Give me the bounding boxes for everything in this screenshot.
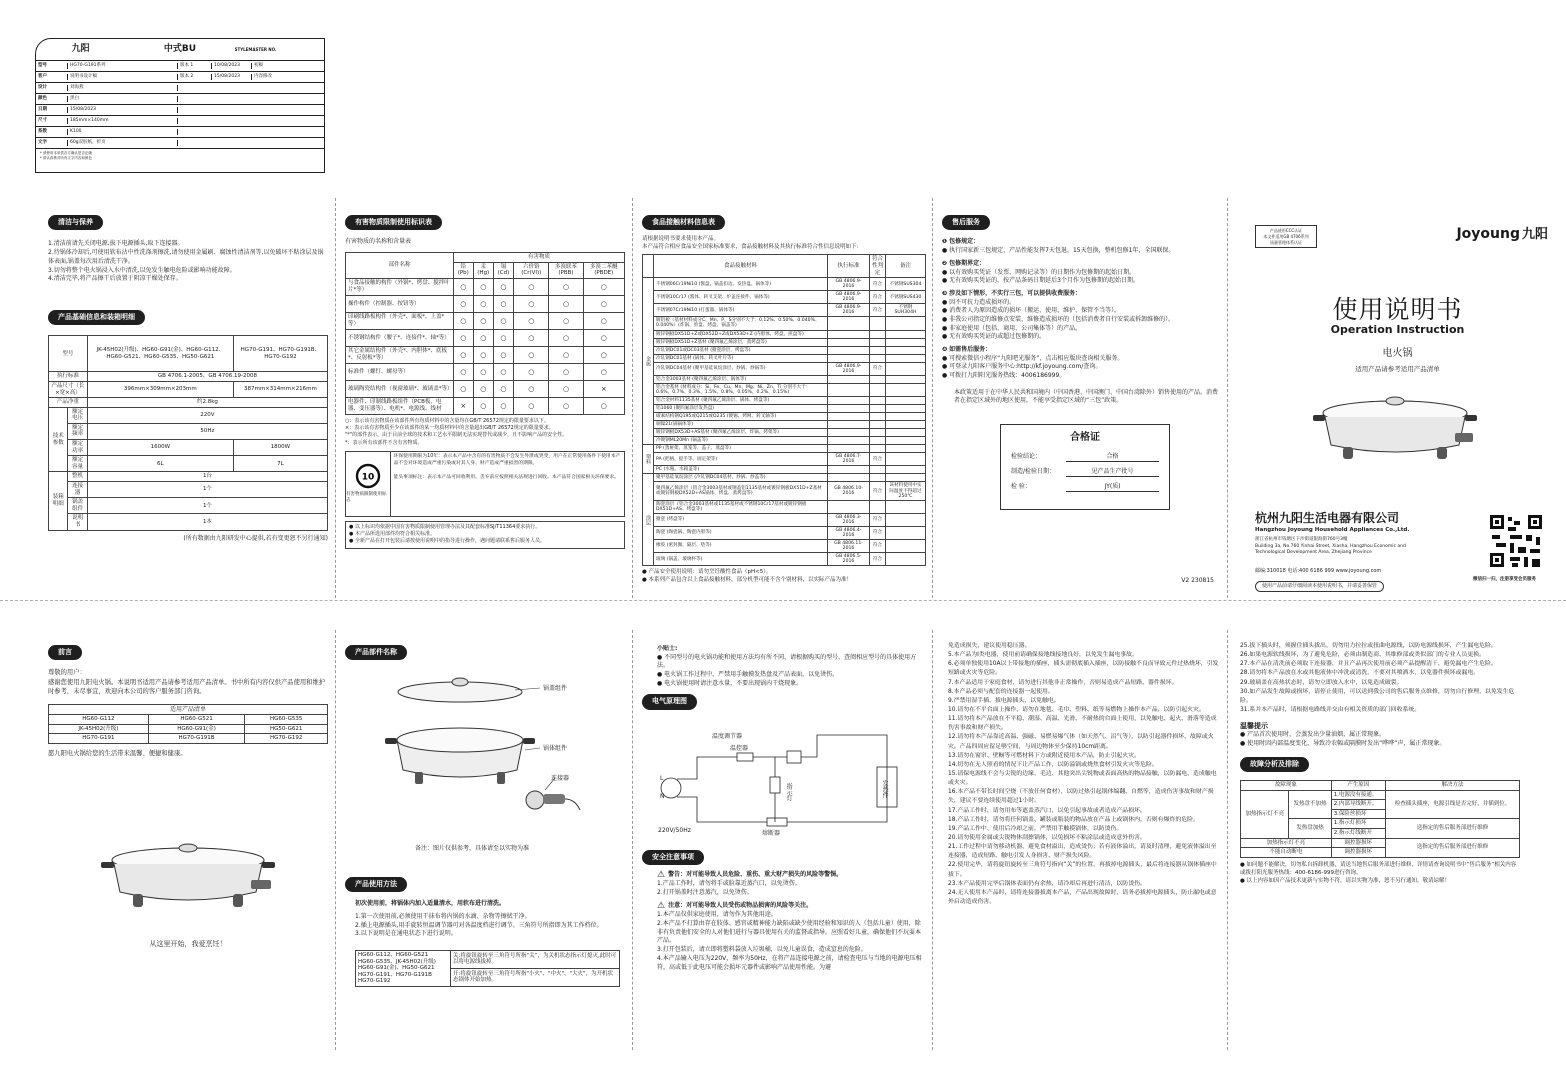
table-row: 冷轧钢DC01或DC03基材 (搪瓷涂层，烤盘等) <box>643 346 926 354</box>
knob-table: HG60-G112、HG60-G521 HG60-G535、JK-45H02(升级) HG60-G91(金)、HG50-G621 HG70-G191、HG70-G191B HG70-G192 关:将旋钮旋转至三角符号所指“关”，为关机状态指示灯熄灭,此时可以将电源线拔掉。 开:将旋钮旋转至三角符号所指"小火"、"中火"、"大火"，为开机状态锅体开始加热。 <box>355 950 620 987</box>
spec-cell: 15/08/2023 <box>68 107 178 113</box>
table-row: PC (水瓶、水箱盖等) <box>643 466 926 474</box>
table-row: 陶瓷涂层（铝合金3003基材或1135基材或不锈钢10Cr17基材或镀锌钢板DX51D+AS、烤盘等) <box>643 500 926 513</box>
cert-box: 产品使用CCC认证 本文件适用GB 4706系列 质量管理体系认证 <box>1255 225 1317 248</box>
spec-style-no: STYLEMASTER NO. <box>234 46 277 52</box>
label-connector: 连接器 <box>551 775 570 782</box>
table-row: 铝合金基材 (材料成分：Si、Fe、Cu、Mn、Mg、Ni、Zn、Ti 分别不大于：0.6%、0.7%、0.3%、1.5%、0.8%、0.05%、0.2%、0.15%) <box>643 383 926 396</box>
data-note: (所有数据由九阳研发中心提供,若有变更恕不另行通知) <box>183 534 328 542</box>
panel-hazard <box>345 215 625 595</box>
company-contact: 邮编:310018 电话:400 6186 999 www.joyoung.com <box>1255 568 1382 574</box>
parts-note: 备注：图片仅供参考，具体请至以实物为准 <box>415 845 530 852</box>
preface-slogan: 愿九阳电火锅给您的生活带来温馨、便捷和健康。 <box>48 749 187 757</box>
service-text: ● 执行国家新三包规定，产品性能发挥7天包退，15天包换，整机包修1年，全国联保。 <box>942 247 1175 255</box>
spec-cell: 黑白 <box>68 96 178 102</box>
spec-cell: 尺寸 <box>36 118 68 124</box>
label-lid: 锅盖组件 <box>543 685 568 692</box>
service-heading: ❹ 如需售后服务： <box>942 346 992 353</box>
hazard-col-header: 铅(Pb) <box>454 262 474 278</box>
hazard-col-header: 多溴二苯醚(PBDE) <box>583 262 625 278</box>
spec-cell: 型号 <box>36 63 68 69</box>
table-row: 操作构件（控制器、按钮等） ○ ○ ○ ○ ○ ○ <box>346 295 625 312</box>
preface-text: 尊敬的用户： 感谢您使用九阳电火锅。本说明书适用产品请参考适用产品清单。书中所有内容仅供产品使用和维护时参考，未尽事宜，欢迎向本公司的客户服务部门咨询。 <box>48 669 326 695</box>
caution-heading: 注意：对可能导致人员受伤或物品损害的风险等关注。 <box>668 902 813 910</box>
spec-cell: 初稿 <box>254 62 263 68</box>
circuit-temp-label: 温度调节器 <box>712 733 743 740</box>
warm-tip-title: 温馨提示 <box>1240 722 1268 731</box>
circuit-element-label: 发热件 <box>881 780 889 798</box>
service-text: ● 以有效购买凭证（发票、网购记录等）的日期作为包修期的起始日期。 ● 无有效购买凭证的，按产品条码日期延后3个月作为包修期的起始日期。 <box>942 268 1139 285</box>
spec-cell: 日期 <box>36 107 68 113</box>
table-row: 镀锌钢板DX53D+AS基材 (聚四氟乙烯涂层、炸锅、烤架等) <box>643 429 926 437</box>
food-table: 食品接触材料 执行标准 符合性判定 备注 金属 不锈钢06Cr19Ni10 (酱盘、锅盖扣边、发热盘、锅体等) GB 4806.9-2016 符合 不锈钢SUS304 不锈钢10Cr17 (酱体、转叉支架、炉盖连接件、锅体等) GB 4806.9-2016 符合 不锈钢SUS430 不锈钢07Cr19Ni10 (打蛋器、锅体等) GB 4806.9-2016 符合 不锈钢SUH304H 镀铝板（基材材料成分C、Mn、P、S分别不大于：0.12%、0.50%、0.040%、0.040%）(炸锅、煎盘、烤盘、锅盖等) 镀锌钢板DX51D+Z或DX52D+Z或DX53D+Z (内胆体、烤盘、煎盘等) 镀锌钢板DX51D+Z基材 (聚四氟乙烯涂层，蒸烤盘等) 冷轧钢DC01或DC03基材 (搪瓷涂层，烤盘等) 冷轧钢DC01基材 (锅体、转叉叶片等) 冷轧钢DC04基材 (聚甲基硅氧烷涂层、炒锅、炒锅等) GB 4806.9-2016 符合 铝合金3003基材 (聚四氟乙烯涂层、锅体等) 铝合金基材 (材料成分：Si、Fe、Cu、Mn、Mg、Ni、Zn、Ti 分别不大于：0.6%、0.7%、0.3%、1.5%、0.8%、0.05%、0.2%、0.15%) 铝合金材料1135基材 (聚四氟乙烯涂层、锅体、烤盘等) 铝1060 (聚四氟涂层发热盘) 碳素结构钢Q195或Q215或Q235 (镀锡、烤网、转叉轴等) 铜镍21(锅锅体等) 镀锌钢板DX53D+AS基材 (聚四氟乙烯涂层、炸锅、烤架等) 冷镀钢ML20Mn (锅盖等) 塑料 PP (蒸屉架、蒸笼等、盖子、蒸盘等) PA (把柄、提手等、固定架等) GB 4806.7-2016 符合 PC (水瓶、水箱盖等) 涂层 聚甲基硅氧烷涂层 (冷轧钢DC04基材、炒锅、炒盖等) 聚四氟乙烯涂层（铝合金3003基材或钢盖铝1135基材或镀锌钢板DX51D+Z基材或镀锌钢板DX52D+AS锅体、烤盘、蒸烤盘等) GB 4806.10-2016 符合 该材料使用中实际温度不得超过250℃ 陶瓷涂层（铝合金3003基材或1135基材或不锈钢10Cr17基材或镀锌钢板DX51D+AS、烤盘等) 搪瓷 (烤盘等) GB 4806.3-2016 符合 陶瓷 (陶瓷锅、陶瓷内胆等) GB 4806.4-2016 符合 橡胶 (密封圈、隔层、垫等) GB 4806.11-2016 符合 玻璃 (锅盖、玻璃杯等) GB 4806.5-2016 符合 <box>642 254 926 566</box>
circuit-fuse2-label: 熔断器 <box>762 830 781 837</box>
service-heading: ❶ 包修规定： <box>942 238 980 246</box>
spec-cell: 设计 <box>36 85 68 91</box>
section-title: 故障分析及排除 <box>1240 757 1309 772</box>
spec-bu: 中式BU <box>163 44 197 55</box>
service-heading: ❷ 包修期界定： <box>942 259 986 267</box>
env-text: 环保使用期限为10年：表示本产品中含有的有害物质不会发生外泄或突变，用户在正常使用条件下使用本产品不会对环境造成严重污染或对其人身、财产造成严重损害的期限。 能头事项标注：表示本产品可回收利用。丢弃前应按照相关法规进行回收。本产品符合国家相关环保要求。 <box>393 453 621 480</box>
spec-cell: 内容修改 <box>254 73 272 79</box>
hazard-bullets: ● 以上标识均依据中国有害物质限制使用管理办法及其配套标准SJ/T11364要求执行。 ● 本产品所选用部件均符合相关标准。 ● 全新产品在打开包装后请按使用说明中的指导进行操作，遇问题请联系售后服务人员。 <box>345 521 625 549</box>
spec-row <box>36 72 324 83</box>
spec-cell: HG70-G191系列 <box>68 63 178 69</box>
manual-title-cn: 使用说明书 <box>1332 295 1463 324</box>
spec-cell: 颜色 <box>36 96 68 102</box>
svg-text:10: 10 <box>361 472 375 483</box>
hazard-col-header: 多溴联苯(PBB) <box>549 262 583 278</box>
section-title: 产品使用方法 <box>345 877 407 892</box>
table-row: 标准件（螺钉、螺母等） ○ ○ ○ ○ ○ ○ <box>346 363 625 380</box>
table-row: 铝合金材料1135基材 (聚四氟乙烯涂层、锅体、烤盘等) <box>643 396 926 404</box>
table-row: 不锈钢结构件（腰子*、连接件*、轴*等） ○ ○ ○ ○ ○ ○ <box>346 329 625 346</box>
service-text: ● 因不可抗力造成损坏的。 ● 消费者人为原因造成的损坏（搬运、使用、维护、保管不当等）。 ● 非我公司指定的维修点安装、维修造成损坏的（包括消费者自行安装或拆卸维修的）。 ● 非家庭使用（包括、商用、公司集体等）的产品。 ● 无有效购买凭证的或超过包修期的。 <box>942 298 1175 341</box>
table-row: 塑料 PP (蒸屉架、蒸笼等、盖子、蒸盘等) <box>643 445 926 453</box>
company-name-cn: 杭州九阳生活电器有限公司 <box>1255 511 1400 525</box>
usage-steps: 1.第一次使用前,必须使用干抹布将内锅的水滴、杂物等擦拭干净。 2.插上电源插头,用手旋转恒温调节器可对各温度档进行调节。三角符号所指即为其工作档位。 3.以下说明是在通电状态下进行说明。 <box>355 913 603 938</box>
hotpot-illustration <box>93 830 283 920</box>
applies-text: 适用产品请参考适用产品清单 <box>1355 365 1440 373</box>
section-title: 食品接触材料信息表 <box>642 215 725 230</box>
table-row: PA (把柄、提手等、固定架等) GB 4806.7-2016 符合 <box>643 453 926 466</box>
table-row: 铝合金3003基材 (聚四氟乙烯涂层、锅体等) <box>643 375 926 383</box>
panel-tips <box>642 645 926 1050</box>
table-row: 金属 不锈钢06Cr19Ni10 (酱盘、锅盖扣边、发热盘、锅体等) GB 4806.9-2016 符合 不锈钢SUS304 <box>643 278 926 291</box>
spec-cell: K100 <box>68 129 178 135</box>
troubleshoot-foot: ● 如问题不能解决，切勿私自拆卸机器，请送当地售后服务部进行维修，详情请查询说明书中“售后服务”相关内容或拨打阳光服务热线：400-6186-999进行咨询。 ● 以上内容如因产品技术更新与实物不符，请以实物为准，恕不另行通知，敬请谅解！ <box>1240 861 1517 884</box>
section-title: 安全注意事项 <box>642 850 704 865</box>
circuit-l-label: L <box>660 775 664 782</box>
version-label: V2 230815 <box>1181 577 1214 584</box>
hazard-legend: ○：表示该有害物质在该部件所有均质材料中的含量均在GB/T 26572规定的限量要求以下。 ×：表示该有害物质至少在该部件的某一均质材料中的含量超出GB/T 26572规定的限量要求。 "*"的部件表示，由于目前全球的技术和工艺水平限制无法实现替代或减少，且不影响产品的安全性。 *：表示所有该部件不含有害物质。 <box>345 417 568 446</box>
table-row: 玻璃陶瓷结构件（视窗玻璃*、玻璃盖*等） ○ ○ ○ ○ ○ × <box>346 380 625 397</box>
tips-text: ● 不同型号的电火锅功能和使用方法均有所不同，请根据购买的型号，查阅相应型号的具体使用方法。 ● 电火锅工作过程中，严禁用手触摸发热盘及产品表面，以免烫伤。 ● 电火锅使用时请注意水量，不要出现锅内干烧现象。 <box>657 653 917 687</box>
table-row: 陶瓷 (陶瓷锅、陶瓷内胆等) GB 4806.4-2016 符合 <box>643 526 926 539</box>
caution-text: 1.本产品仅供家庭使用，请勿作为其他用途。 2.本产品不打算由存在肢体、感官或精神能力缺陷或缺少使用经验和知识的人（包括儿童）使用，除非有负责他们安全的人对他们进行与器具使用有关的监督或指导。应照看好儿童，确保他们不玩耍本产品。 3.打开包装后，请立即将塑料袋放入垃圾桶，以免儿童误食，造成窒息的危险。 4.本产品输入电压为220V，频率为50Hz，在将产品连接电源之前，请检查电压与当地的电源电压相符，高或低于此电压可能会损坏元器件或影响产品使用性能。为避 <box>657 911 922 971</box>
panel-cover <box>1235 215 1560 600</box>
section-title: 电气原理图 <box>642 694 697 709</box>
brand-logo-cn: 九阳 <box>1521 227 1548 242</box>
panel-after-sales <box>942 215 1222 595</box>
table-row: 镀锌钢板DX51D+Z或DX52D+Z或DX53D+Z (内胆体、烤盘、煎盘等) <box>643 330 926 338</box>
warning-text: 1.产品工作时，请勿将手或脸靠近蒸汽口，以免烫伤。 2.打开锅盖时注意蒸汽，以免烫伤。 <box>657 880 801 896</box>
service-policy: 本政策适用于在中华人民共和国境内（中国香港、中国澳门、中国台湾除外）销售使用的产品。消费者在指定区域外的地区使用，不能享受指定区域的“三包”政策。 <box>954 388 1219 405</box>
table-row: 聚四氟乙烯涂层（铝合金3003基材或钢盖铝1135基材或镀锌钢板DX51D+Z基材或镀锌钢板DX52D+AS锅体、烤盘、蒸烤盘等) GB 4806.10-2016 符合 该材料使用中实际温度不得超过250℃ <box>643 482 926 500</box>
table-row: 冷轧钢DC04基材 (聚甲基硅氧烷涂层、炒锅、炒锅等) GB 4806.9-2016 符合 <box>643 362 926 375</box>
env-10-icon <box>355 463 381 489</box>
brand-logo-en: Joyoung <box>1456 226 1520 242</box>
spec-cell: 60g双胶纸，折页 <box>68 140 178 146</box>
safety-text-end: 25.拔下插头时，须握住插头拔出，切勿用力拉拉或扭曲电源线，以防电源线损坏，产生漏电危险。 26.如果电源软线损坏，为了避免危险，必须由制造商、其维修部或类似部门的专业人员更换。 27.本产品在清洗前必须取下连接器，并且产品再次使用前必须产品提醒清干，避免漏电产生危险。 28.请勿将本产品放在水或其他液体中冲洗或清洗，不要对其喷洒水，以免器件损坏或漏电。 29.玻璃盖在高热状态时，请勿立即放入水中，以免造成破裂。 30.如产品发生故障或损坏，请停止使用，可以送到我公司的售后服务点维修，切勿自行修理，以免发生危险。 31.系并本产品时，请根据电路线并交由有相关资质的部门回收系统。 <box>1240 643 1515 713</box>
hazard-subtitle: 有害物质的名称和含量表 <box>345 238 412 246</box>
panel-preface <box>48 645 328 1050</box>
panel-food-contact <box>642 215 926 595</box>
circuit-led-label: 指示灯 <box>785 783 793 801</box>
spec-cell: 客户 <box>36 74 68 80</box>
preface-caption: 从这里开始，我爱烹饪！ <box>149 940 227 948</box>
qr-code-icon <box>1488 513 1544 569</box>
table-row: 与食品接触的构件（外锅*、烤盘、搅拌叶片*等） ○ ○ ○ ○ ○ ○ <box>346 278 625 295</box>
table-row: 电器件、印制线路板组件（PCB板、电器、变压器等）、电机*、电源线、线材 × ○ ○ ○ ○ ○ <box>346 397 625 414</box>
circuit-volt-label: 220V/50Hz <box>658 827 691 834</box>
spec-cell: 版本 1 <box>178 63 212 69</box>
spec-brand: 九阳 <box>71 44 90 55</box>
table-row: 涂层 聚甲基硅氧烷涂层 (冷轧钢DC04基材、炒锅、炒盖等) <box>643 474 926 482</box>
spec-sheet <box>35 38 325 173</box>
table-row: 铜镍21(锅锅体等) <box>643 421 926 429</box>
spec-row <box>36 138 324 149</box>
table-row: 镀锌钢板DX51D+Z基材 (聚四氟乙烯涂层，蒸烤盘等) <box>643 338 926 346</box>
product-name: 电火锅 <box>1382 348 1413 359</box>
panel-cleaning <box>48 215 328 595</box>
panel-safety <box>948 642 1222 1052</box>
usage-first: 初次使用前，将锅体内加入适量清水，用软布进行清洗。 <box>355 900 506 907</box>
model-list-table: 适用产品清单 HG60-G112 HG60-G521 HG60-G535 JK-45H02(升级) HG60-G91(金) HG50-G621 HG70-G191 HG70-G191B HG70-G192 <box>48 704 328 744</box>
spec-note: * 请认真核对所有文字内容和颜色 <box>40 155 92 160</box>
read-manual-bar: 使用产品前请仔细阅读本使用说明书，并请妥善保管 <box>1255 581 1384 592</box>
spec-row <box>36 83 324 94</box>
tips-title: 小贴士: <box>657 645 678 652</box>
spec-row <box>36 116 324 127</box>
warning-icon: ⚠ <box>657 870 666 880</box>
table-row: 碳素结构钢Q195或Q215或Q235 (镀锡、烤网、转叉轴等) <box>643 413 926 421</box>
spec-note: * 请使用本单供各方确认是否正确 <box>40 151 92 155</box>
section-title: 产品部件名称 <box>345 645 407 660</box>
spec-cell: 文字 <box>36 140 68 146</box>
spec-row <box>36 105 324 116</box>
table-row: 冷镀钢ML20Mn (锅盖等) <box>643 437 926 445</box>
circuit-fuse-label: 温控器 <box>730 745 749 752</box>
table-row: 印刷线路板构件（外壳*、面板*、上盖*等） ○ ○ ○ ○ ○ ○ <box>346 312 625 329</box>
spec-cell: 15/08/2023 <box>212 74 252 80</box>
caution-icon: ⚠ <box>657 901 666 912</box>
section-title: 有害物质限制使用标识表 <box>345 215 442 230</box>
table-row: 玻璃 (锅盖、玻璃杯等) GB 4806.5-2016 符合 <box>643 552 926 565</box>
table-row: 镀铝板（基材材料成分C、Mn、P、S分别不大于：0.12%、0.50%、0.040%、0.040%）(炸锅、煎盘、烤盘、锅盖等) <box>643 317 926 330</box>
label-pot: 锅体组件 <box>543 745 568 752</box>
table-row: 搪瓷 (烤盘等) GB 4806.3-2016 符合 <box>643 513 926 526</box>
warm-tip-text: ● 产品首次使用时，会蒸发出少量油烟，属正常现象。 ● 使用时因内部温度变化，导致冷农幅或隔膜时发出“哗哗”声，属正常现象。 <box>1240 731 1446 747</box>
panel-parts <box>345 645 625 1050</box>
hotpot-illustration <box>1305 385 1485 473</box>
basic-info-table: 型号 JK-45H02(升级)、HG60-G91(金)、HG60-G112、HG60-G521、HG60-G535、HG50-G621 HG70-G191、HG70-G191B、HG70-G192 执行标准 GB 4706.1-2005、GB 4706.19-2008 产品尺寸（长×宽×高） 396mm×309mm×203mm 387mm×314mm×216mm 产品净重 约2.8kg 技术参数 额定电压 220V 额定频率 50Hz 额定功率 1600W 1800W 额定容量 6L 7L 装箱明细 整机 1台 连接器 1个 锅盖组件 1个 说明书 1本 <box>48 335 328 530</box>
service-heading: ❸ 涉及如下情形，不实行三包，可以提供收费服务： <box>942 289 1082 297</box>
company-name-en: Hangzhou Joyoung Household Appliances Co.,Ltd. <box>1255 527 1410 533</box>
qr-caption: 微信扫一扫，注册享受会员服务 <box>1473 577 1536 582</box>
hazard-col-header: 镉(Cd) <box>493 262 513 278</box>
certificate-box: 合格证 检验结论： 合格 制造/检验日期： 见产品生产批号 检 验： JY(质) <box>1000 424 1170 510</box>
section-title: 前言 <box>48 645 82 660</box>
spec-cell: 版本 2 <box>178 74 212 80</box>
food-subtitle: 请根据说明书要求使用本产品。 本产品符合相应食品安全国家标准要求，食品接触材料及其执行标准符合性信息说明如下： <box>642 236 863 251</box>
spec-cell: 系数 <box>36 129 68 135</box>
section-title: 清洁与保养 <box>48 215 103 230</box>
hazard-table: 部件名称 有害物质 铅(Pb) 汞(Hg) 镉(Cd) 六价铬(Cr(VI)) 多溴联苯(PBB) 多溴二苯醚(PBDE) 与食品接触的构件（外锅*、烤盘、搅拌叶片*等） ○ ○ ○ ○ ○ ○ 操作构件（控制器、按钮等） ○ ○ ○ ○ ○ ○ 印刷线路板构件（外壳*、面板*、上盖*等） ○ ○ ○ ○ ○ ○ 不锈钢结构件（腰子*、连接件*、轴*等） ○ ○ ○ ○ ○ ○ 其它金属结构件（外壳*、内胆体*、底板*、反射板*等） ○ ○ ○ ○ ○ ○ 标准件（螺钉、螺母等） ○ ○ ○ ○ ○ ○ 玻璃陶瓷结构件（视窗玻璃*、玻璃盖*等） ○ ○ ○ ○ ○ × 电器件、印制线路板组件（PCB板、电器、变压器等）、电机*、电源线、线材 × ○ ○ ○ ○ ○ <box>345 252 625 415</box>
spec-row <box>36 94 324 105</box>
table-row: 其它金属结构件（外壳*、内胆体*、底板*、反射板*等） ○ ○ ○ ○ ○ ○ <box>346 346 625 363</box>
hazard-col-header: 汞(Hg) <box>473 262 493 278</box>
spec-row <box>36 127 324 138</box>
manual-title-en: Operation Instruction <box>1330 323 1465 336</box>
section-title: 产品基础信息和装箱明细 <box>48 310 145 325</box>
service-text: ● 可搜索微信小程序“九阳吧光服务”，点击相应版块查询相关服务。 ● 可登录九阳客户服务中心:http://kf.joyoung.com/查询。 ● 可拨打九阳阳光服务热线：4006186999。 <box>942 354 1124 380</box>
hazard-col-header: 六价铬(Cr(VI)) <box>514 262 549 278</box>
cleaning-text: 1.清洁前请先关闭电源,拔下电源插头,取下连接器。 2.待锅体冷却后,可使用软布沾中性洗涤剂擦洗,请勿使用金属刷、腐蚀性清洁剂等,以免破坏不粘涂层及锅体表面,锅盖每次用后清洗干净。 3.切勿将整个电火锅浸入水中清洗,以免发生触电危险或影响功能故障。 4.清洁完毕,将产品擦干后放置于阴凉干燥处保存。 <box>48 240 324 283</box>
safety-text: 免造成损失，建议使用稳压器。 5.本产品为I类电器，使用前请确保接地线接地良好，以免发生漏电事故。 6.必须单独使用10A以上带接地的插座，插头需彻底插入插座，以防接触不良而导致元件过热烧坏，引发短路或火灾等危险。 7.本产品适用于家庭食材，请勿进行其他非正常操作，否则易造成产品短路、器件损坏。 8.本产品必须与配套的连接器一起使用。 9.严禁用湿手插、拔电源插头，以免触电。 10.请勿在不平台面上操作，请勿在地毯、毛巾、塑料、纸等易燃物上操作本产品，以防引起火灾。 11.请勿将本产品放在不平稳、潮湿、高温、光滑、不耐热的台面上使用，以免触电、起火、滑落等造成伤害事故和财产损失。 12.请勿将本产品靠近高温、强磁、易燃易爆气体（如天然气、沼气等），以防引起器件损坏、故障或火灾。产品四周应留足够空间，与周边物体至少保持10cm距离。 13.请勿在窗帘、壁橱等可燃材料下方或附近使用本产品，防止引起火灾。 14.切勿在无人照看的情况下让产品工作，以防溢锅或烧焦食材引发火灾等危险。 15.请保电源线不会与尖锐的边缘、毛边、其他突出尖锐物或表面高热的物品接触，以防漏电，造成触电或火灾。 16.本产品不带长时间空烧（不放任何食材），以防过热引起锅体编翻、自燃等，造成伤害事故和财产损失，建议不要连续使用超过1小时。 17.产品工作时，请勿用布等遮盖蒸汽口，以免引起事故或者造成产品损坏。 18.产品工作时，请勿将任何锅盖、罐装或瓶装的物品放在产品上或锅体内，否则有爆炸的危险。 19.产品工作中、使用后冷却之前，严禁用手触摸锅体，以防烫伤。 20.请勿使用金属或尖锐物体刮擦锅体，以免损坏不粘涂层或造成意外伤害。 21.工作过程中请勿移动机器，避免食材溢出，造成烫伤；若有液体溢出，请及时清理，避免液体溢出至连接器，造成短路、触电引发人身损害、财产损失风险。 22.使用完毕，请将旋钮旋转至三角符号指向“关”的位置，再拔掉电源插头，最后将连接器从锅体插座中拔下。 23.本产品使用完毕后锅体表面仍有余热，请冷却后再进行清洁，以防烫伤。 24.无人使用本产品时，请将连接器拔离本产品，产品出现故障时，请务必拔掉电源插头，防止漏电或意外启动造成伤害。 <box>948 643 1219 905</box>
table-row: 不锈钢10Cr17 (酱体、转叉支架、炉盖连接件、锅体等) GB 4806.9-2016 符合 不锈钢SUS430 <box>643 291 926 304</box>
spec-cell: 185mm×140mm <box>68 118 178 124</box>
table-row: 不锈钢07Cr19Ni10 (打蛋器、锅体等) GB 4806.9-2016 符合 不锈钢SUH304H <box>643 304 926 317</box>
env-logo-label: 有害物质限制使用标志 <box>346 492 387 504</box>
section-title: 售后服务 <box>942 215 990 230</box>
table-row: 冷轧钢DC01基材 (锅体、转叉叶片等) <box>643 354 926 362</box>
food-foot: ● 产品安全使用说明：请勿烹饪酸性食品（pH<5）。 ● 本系列产品包含以上食品接触材料，部分机型可能不含个别材料，以实际产品为准！ <box>642 569 853 584</box>
table-row: 铝1060 (聚四氟涂层发热盘) <box>643 405 926 413</box>
circuit-n-label: N <box>660 793 665 800</box>
spec-row <box>36 61 324 72</box>
troubleshoot-table: 故障现象 产生原因 解决方法 加热指示灯不亮 发热盘不加热 1.电源没有接通。 检查插头插座，电源引线是否完好，并插到位。 2.内部导线断开。 3.保险丝损坏 发热盘加热 1.指示灯损坏 送指定的售后服务部进行维修 2.指示灯线断开 加热指示灯不亮 调控器损坏 送指定的售后服务部进行维修 不能自动断电 调控器损坏 <box>1240 780 1520 858</box>
certificate-title: 合格证 <box>1070 432 1100 444</box>
warning-heading: 警告：对可能导致人员危险、重伤、重大财产损失的风险等警惕。 <box>668 871 843 878</box>
spec-cell: 刘海燕 <box>68 85 178 91</box>
spec-cell: 10/08/2023 <box>212 63 252 69</box>
table-row: 橡胶 (密封圈、隔层、垫等) GB 4806.11-2016 符合 <box>643 539 926 552</box>
panel-troubleshoot <box>1240 642 1520 1052</box>
spec-cell: 说明书设计稿 <box>68 74 178 80</box>
company-address: 浙江省杭州市钱塘区下沙街道银海街760号3幢 Building 3a, No.760 Yinhai Street, Xiasha, Hangzhou Economic and Technological Development Area, Zhejiang Province <box>1255 537 1406 556</box>
